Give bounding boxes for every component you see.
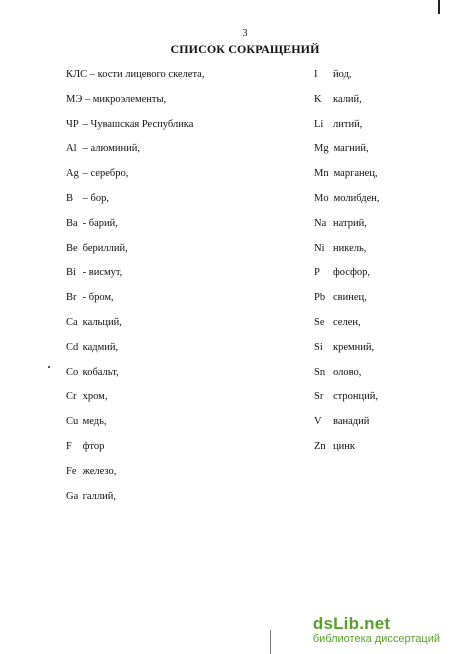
element-symbol: Se [314, 316, 325, 328]
element-name: кремний, [333, 341, 375, 353]
abbreviation-symbol: F [66, 440, 72, 452]
abbreviation-symbol: Cu [66, 416, 79, 428]
abbreviation-meaning: – кости лицевого скелета, [87, 69, 205, 80]
element-name: олово, [333, 366, 362, 378]
abbreviation-symbol: Ca [66, 316, 78, 328]
element-name: селен, [333, 316, 361, 328]
element-symbol: Ni [314, 242, 325, 254]
element-symbol: V [314, 416, 322, 428]
abbreviation-meaning: кальций, [80, 316, 122, 328]
abbreviation-meaning: - висмут, [80, 267, 123, 279]
scan-edge-mark [438, 0, 440, 14]
abbreviation-symbol: Cr [66, 391, 77, 403]
list-item [66, 341, 204, 366]
list-item [66, 167, 204, 192]
abbreviation-symbol: B [66, 192, 74, 204]
abbreviation-symbol: Co [66, 366, 79, 378]
list-item [314, 291, 380, 316]
element-symbol: Mo [314, 192, 329, 204]
element-name: ванадий [333, 416, 370, 428]
scan-speck [48, 366, 50, 368]
list-item [66, 415, 204, 440]
abbreviation-symbol: ЧР [66, 118, 79, 130]
list-item [314, 167, 380, 192]
abbreviation-meaning: фтор [80, 440, 105, 452]
element-name: молибден, [333, 192, 380, 204]
abbreviation-meaning: медь, [80, 416, 107, 428]
abbreviation-symbol: Al [66, 143, 77, 155]
abbreviation-list-right [314, 68, 380, 465]
abbreviation-symbol: Ba [66, 217, 78, 229]
element-symbol: Sr [314, 391, 324, 403]
element-symbol: Li [314, 118, 324, 130]
list-item [66, 217, 204, 242]
list-item [66, 242, 204, 267]
element-symbol: Pb [314, 292, 326, 304]
list-item [66, 291, 204, 316]
abbreviation-meaning: бериллий, [80, 242, 128, 254]
list-item [66, 490, 204, 515]
abbreviation-meaning: железо, [80, 465, 117, 477]
list-item [314, 316, 380, 341]
element-name: марганец, [333, 168, 378, 180]
abbreviation-symbol: Bi [66, 267, 76, 279]
element-name: цинк [333, 440, 355, 452]
list-item [314, 118, 380, 143]
list-item [314, 217, 380, 242]
list-item [314, 68, 380, 93]
list-item [66, 316, 204, 341]
element-symbol: Na [314, 217, 327, 229]
list-item [66, 440, 204, 465]
abbreviation-meaning: кадмий, [80, 341, 119, 353]
element-name: калий, [333, 93, 362, 105]
page-title: СПИСОК СОКРАЩЕНИЙ [170, 42, 320, 56]
abbreviation-symbol: Cd [66, 341, 79, 353]
element-symbol: Mg [314, 143, 329, 155]
abbreviation-symbol: МЭ [66, 93, 83, 105]
abbreviation-symbol: КЛС [66, 69, 88, 80]
page-number: 3 [242, 28, 248, 39]
element-symbol: K [314, 93, 322, 105]
element-symbol: I [314, 69, 318, 80]
element-symbol: Sn [314, 366, 326, 378]
list-item [66, 266, 204, 291]
element-symbol: Si [314, 341, 323, 353]
abbreviation-meaning: – микроэлементы, [82, 93, 167, 105]
element-name: магний, [333, 143, 369, 155]
list-item [66, 390, 204, 415]
abbreviation-meaning: - барий, [80, 217, 118, 229]
abbreviation-symbol: Br [66, 292, 77, 304]
abbreviation-meaning: – бор, [80, 192, 109, 204]
abbreviation-meaning: галлий, [80, 490, 117, 502]
watermark-logo[interactable]: dsLib.net [312, 614, 391, 633]
watermark-subtitle: библиотека диссертаций [312, 633, 440, 645]
element-symbol: Mn [314, 168, 329, 180]
list-item [314, 341, 380, 366]
watermark[interactable] [313, 615, 440, 646]
list-item [66, 68, 204, 93]
list-item [314, 242, 380, 267]
element-name: натрий, [333, 217, 367, 229]
list-item [314, 440, 380, 465]
list-item [66, 366, 204, 391]
element-name: литий, [333, 118, 363, 130]
element-symbol: Zn [314, 440, 326, 452]
list-item [314, 93, 380, 118]
element-name: стронций, [333, 391, 378, 403]
list-item [66, 118, 204, 143]
abbreviation-meaning: кобальт, [80, 366, 119, 378]
element-name: йод, [333, 69, 352, 80]
list-item [314, 390, 380, 415]
abbreviation-symbol: Ag [66, 168, 79, 180]
abbreviation-list-left [66, 68, 204, 514]
abbreviation-meaning: - бром, [80, 292, 114, 304]
element-name: никель, [333, 242, 367, 254]
list-item [314, 266, 380, 291]
list-item [66, 192, 204, 217]
abbreviation-symbol: Fe [66, 465, 77, 477]
list-item [314, 192, 380, 217]
list-item [66, 93, 204, 118]
list-item [314, 142, 380, 167]
list-item [66, 142, 204, 167]
abbreviation-meaning: – алюминий, [80, 143, 140, 155]
element-name: свинец, [333, 292, 367, 304]
list-item [66, 465, 204, 490]
scan-fold-line [270, 630, 271, 654]
abbreviation-meaning: – серебро, [80, 168, 129, 180]
element-symbol: P [314, 267, 320, 279]
abbreviation-symbol: Be [66, 242, 78, 254]
element-name: фосфор, [333, 267, 371, 279]
list-item [314, 366, 380, 391]
abbreviation-symbol: Ga [66, 490, 79, 502]
list-item [314, 415, 380, 440]
abbreviation-meaning: хром, [80, 391, 108, 403]
abbreviation-meaning: – Чувашская Республика [80, 118, 194, 130]
